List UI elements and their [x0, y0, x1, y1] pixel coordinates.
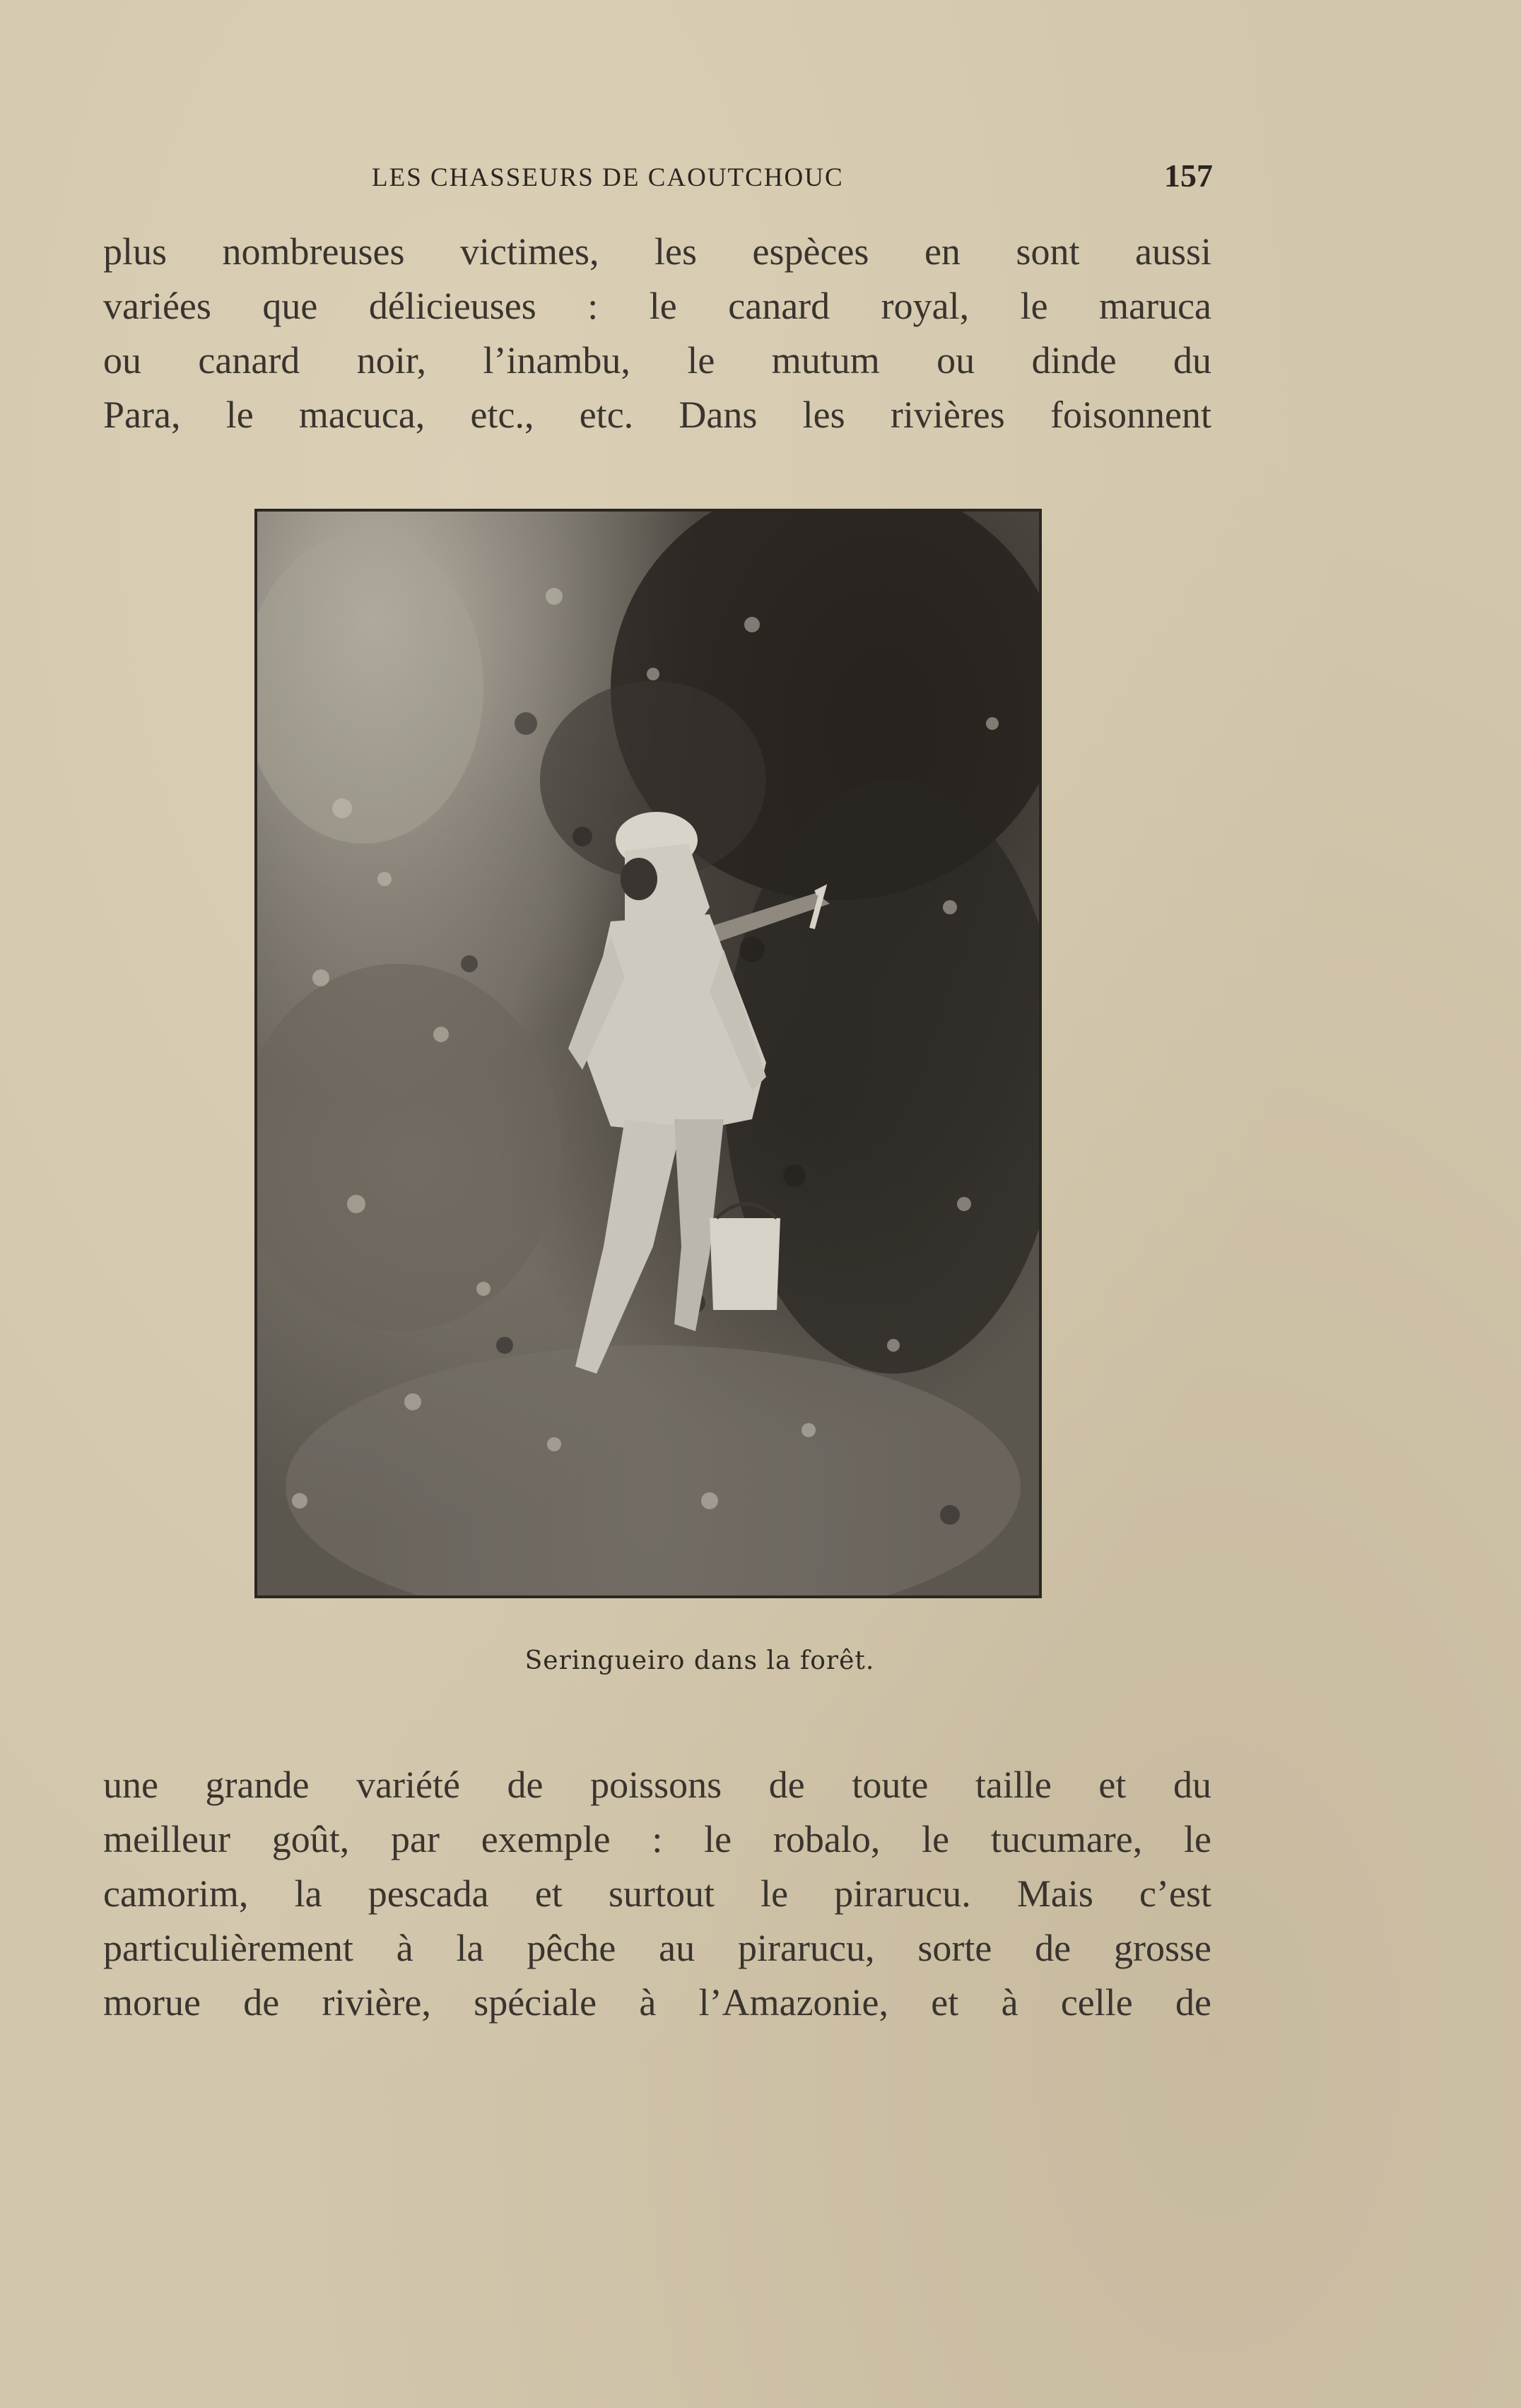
figure-photograph: [254, 509, 1042, 1598]
text-line: camorim, la pescada et surtout le pirarucu. Mais c’est: [103, 1872, 1211, 1915]
text-line: ou canard noir, l’inambu, le mutum ou dinde du: [103, 339, 1211, 382]
top-paragraph: [103, 225, 1211, 442]
figure-caption: [0, 1646, 1521, 1675]
text-line: particulièrement à la pêche au pirarucu, sorte de grosse: [103, 1927, 1211, 1969]
figure-caption-text: Seringueiro dans la forêt.: [524, 1646, 875, 1675]
text-line: variées que délicieuses : le canard royal, le maruca: [103, 285, 1211, 327]
page-header: [103, 157, 1213, 199]
bottom-paragraph: [103, 1758, 1211, 2030]
text-line: une grande variété de poissons de toute taille et du: [103, 1764, 1211, 1806]
text-line: morue de rivière, spéciale à l’Amazonie, et à celle de: [103, 1981, 1211, 2024]
text-line: Para, le macuca, etc., etc. Dans les rivières foisonnent: [103, 394, 1211, 436]
forest-photo-illustration: [257, 512, 1039, 1595]
text-line: plus nombreuses victimes, les espèces en sont aussi: [103, 230, 1211, 273]
running-head: LES CHASSEURS DE CAOUTCHOUC: [372, 163, 844, 192]
page-number: 157: [1164, 158, 1213, 194]
text-line: meilleur goût, par exemple : le robalo, le tucumare, le: [103, 1818, 1211, 1860]
